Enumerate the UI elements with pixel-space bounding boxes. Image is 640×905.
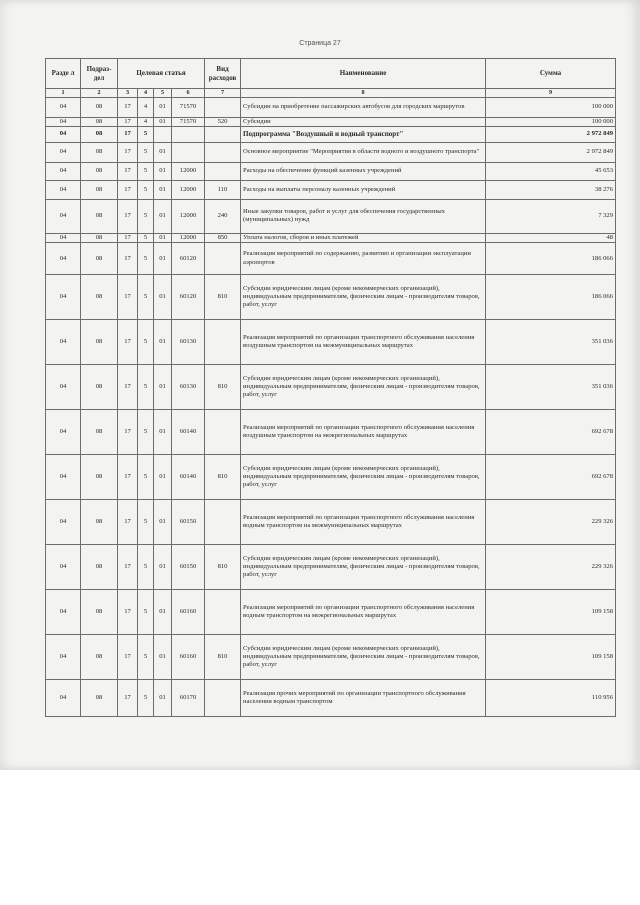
section-cell: 04 bbox=[46, 180, 81, 199]
program-cell: 17 bbox=[118, 590, 138, 635]
section-cell: 04 bbox=[46, 590, 81, 635]
subprogram-cell: 5 bbox=[138, 545, 154, 590]
col-number: 6 bbox=[172, 89, 205, 98]
name-cell: Уплата налогов, сборов и иных платежей bbox=[241, 233, 486, 242]
col-number: 8 bbox=[241, 89, 486, 98]
table-row bbox=[46, 500, 616, 545]
name-cell: Расходы на выплаты персоналу казенных учреждений bbox=[241, 180, 486, 199]
name-cell: Субсидии юридическим лицам (кроме некоммерческих организаций), индивидуальным предпринимателям, физическим лицам - производителям товаров, работ, услуг bbox=[241, 275, 486, 320]
direction-cell: 60160 bbox=[172, 635, 205, 680]
program-cell: 17 bbox=[118, 365, 138, 410]
name-cell: Субсидии bbox=[241, 117, 486, 126]
direction-cell: 12000 bbox=[172, 233, 205, 242]
table-header-row bbox=[46, 59, 616, 89]
amount-cell: 109 158 bbox=[486, 635, 616, 680]
subsection-cell: 08 bbox=[81, 243, 118, 275]
table-row bbox=[46, 117, 616, 126]
event-cell: 01 bbox=[154, 320, 172, 365]
subsection-cell: 08 bbox=[81, 126, 118, 142]
program-cell: 17 bbox=[118, 680, 138, 717]
subsection-cell: 08 bbox=[81, 320, 118, 365]
direction-cell: 60130 bbox=[172, 365, 205, 410]
expense-type-cell: 810 bbox=[205, 455, 241, 500]
subsection-cell: 08 bbox=[81, 275, 118, 320]
direction-cell: 60160 bbox=[172, 590, 205, 635]
subprogram-cell: 5 bbox=[138, 180, 154, 199]
direction-cell: 12000 bbox=[172, 199, 205, 233]
program-cell: 17 bbox=[118, 97, 138, 117]
subsection-cell: 08 bbox=[81, 142, 118, 162]
section-cell: 04 bbox=[46, 455, 81, 500]
section-cell: 04 bbox=[46, 545, 81, 590]
col-number: 1 bbox=[46, 89, 81, 98]
expense-type-cell bbox=[205, 680, 241, 717]
expense-type-cell: 810 bbox=[205, 275, 241, 320]
subprogram-cell: 5 bbox=[138, 199, 154, 233]
program-cell: 17 bbox=[118, 126, 138, 142]
expense-type-cell bbox=[205, 97, 241, 117]
name-cell: Реализация мероприятий по содержанию, развитию и организации эксплуатации аэропортов bbox=[241, 243, 486, 275]
program-cell: 17 bbox=[118, 635, 138, 680]
name-cell: Субсидии юридическим лицам (кроме некоммерческих организаций), индивидуальным предпринимателям, физическим лицам - производителям товаров, работ, услуг bbox=[241, 635, 486, 680]
expense-type-cell: 810 bbox=[205, 545, 241, 590]
program-cell: 17 bbox=[118, 199, 138, 233]
direction-cell: 60150 bbox=[172, 500, 205, 545]
subsection-cell: 08 bbox=[81, 117, 118, 126]
section-cell: 04 bbox=[46, 142, 81, 162]
event-cell: 01 bbox=[154, 162, 172, 180]
subprogram-cell: 5 bbox=[138, 410, 154, 455]
amount-cell: 186 066 bbox=[486, 243, 616, 275]
subprogram-cell: 5 bbox=[138, 233, 154, 242]
amount-cell: 48 bbox=[486, 233, 616, 242]
subsection-cell: 08 bbox=[81, 97, 118, 117]
table-row bbox=[46, 243, 616, 275]
program-cell: 17 bbox=[118, 117, 138, 126]
section-cell: 04 bbox=[46, 680, 81, 717]
section-cell: 04 bbox=[46, 162, 81, 180]
subprogram-cell: 5 bbox=[138, 590, 154, 635]
event-cell: 01 bbox=[154, 590, 172, 635]
table-row bbox=[46, 590, 616, 635]
direction-cell: 60130 bbox=[172, 320, 205, 365]
expense-type-cell bbox=[205, 590, 241, 635]
table-row bbox=[46, 142, 616, 162]
name-cell: Субсидии юридическим лицам (кроме некоммерческих организаций), индивидуальным предпринимателям, физическим лицам - производителям товаров, работ, услуг bbox=[241, 455, 486, 500]
table-row bbox=[46, 180, 616, 199]
name-cell: Основное мероприятие "Мероприятия в области водного и воздушного транспорта" bbox=[241, 142, 486, 162]
program-cell: 17 bbox=[118, 275, 138, 320]
program-cell: 17 bbox=[118, 500, 138, 545]
amount-cell: 692 678 bbox=[486, 455, 616, 500]
name-cell: Реализация прочих мероприятий по организации транспортного обслуживания населения водным транспортом bbox=[241, 680, 486, 717]
event-cell: 01 bbox=[154, 410, 172, 455]
section-cell: 04 bbox=[46, 320, 81, 365]
name-cell: Субсидии юридическим лицам (кроме некоммерческих организаций), индивидуальным предпринимателям, физическим лицам - производителям товаров, работ, услуг bbox=[241, 365, 486, 410]
amount-cell: 2 972 849 bbox=[486, 126, 616, 142]
direction-cell: 60170 bbox=[172, 680, 205, 717]
expense-type-cell: 810 bbox=[205, 365, 241, 410]
expense-type-cell: 240 bbox=[205, 199, 241, 233]
col-number: 2 bbox=[81, 89, 118, 98]
subprogram-cell: 5 bbox=[138, 455, 154, 500]
direction-cell: 71570 bbox=[172, 117, 205, 126]
name-cell: Реализация мероприятий по организации транспортного обслуживания населения водным транспортом на межрегиональных маршрутах bbox=[241, 590, 486, 635]
direction-cell: 60120 bbox=[172, 243, 205, 275]
event-cell: 01 bbox=[154, 142, 172, 162]
table-row bbox=[46, 162, 616, 180]
section-cell: 04 bbox=[46, 365, 81, 410]
expense-type-cell bbox=[205, 320, 241, 365]
budget-table bbox=[45, 58, 616, 717]
col-number: 7 bbox=[205, 89, 241, 98]
table-row bbox=[46, 680, 616, 717]
event-cell: 01 bbox=[154, 275, 172, 320]
subprogram-cell: 5 bbox=[138, 275, 154, 320]
table-row bbox=[46, 410, 616, 455]
direction-cell: 60150 bbox=[172, 545, 205, 590]
subsection-cell: 08 bbox=[81, 410, 118, 455]
section-cell: 04 bbox=[46, 199, 81, 233]
program-cell: 17 bbox=[118, 455, 138, 500]
subsection-cell: 08 bbox=[81, 455, 118, 500]
subsection-cell: 08 bbox=[81, 199, 118, 233]
program-cell: 17 bbox=[118, 410, 138, 455]
expense-type-cell: 110 bbox=[205, 180, 241, 199]
col-number: 5 bbox=[154, 89, 172, 98]
program-cell: 17 bbox=[118, 545, 138, 590]
section-cell: 04 bbox=[46, 97, 81, 117]
subsection-cell: 08 bbox=[81, 365, 118, 410]
program-cell: 17 bbox=[118, 180, 138, 199]
direction-cell: 60120 bbox=[172, 275, 205, 320]
section-cell: 04 bbox=[46, 233, 81, 242]
subprogram-cell: 5 bbox=[138, 365, 154, 410]
subprogram-cell: 5 bbox=[138, 243, 154, 275]
event-cell: 01 bbox=[154, 545, 172, 590]
table-row bbox=[46, 275, 616, 320]
event-cell: 01 bbox=[154, 233, 172, 242]
expense-type-cell: 810 bbox=[205, 635, 241, 680]
expense-type-cell bbox=[205, 162, 241, 180]
direction-cell bbox=[172, 142, 205, 162]
subsection-cell: 08 bbox=[81, 180, 118, 199]
subprogram-cell: 5 bbox=[138, 320, 154, 365]
subsection-cell: 08 bbox=[81, 590, 118, 635]
subprogram-cell: 4 bbox=[138, 117, 154, 126]
name-cell: Реализация мероприятий по организации транспортного обслуживания населения воздушным транспортом на межмуниципальных маршрутах bbox=[241, 320, 486, 365]
program-cell: 17 bbox=[118, 142, 138, 162]
section-cell: 04 bbox=[46, 126, 81, 142]
section-cell: 04 bbox=[46, 275, 81, 320]
subprogram-cell: 4 bbox=[138, 97, 154, 117]
header-subsection: Подраз- дел bbox=[81, 59, 118, 89]
event-cell: 01 bbox=[154, 500, 172, 545]
event-cell: 01 bbox=[154, 243, 172, 275]
name-cell: Иные закупки товаров, работ и услуг для обеспечения государственных (муниципальных) нужд bbox=[241, 199, 486, 233]
section-cell: 04 bbox=[46, 500, 81, 545]
amount-cell: 692 678 bbox=[486, 410, 616, 455]
event-cell: 01 bbox=[154, 680, 172, 717]
section-cell: 04 bbox=[46, 243, 81, 275]
subprogram-cell: 5 bbox=[138, 126, 154, 142]
expense-type-cell bbox=[205, 243, 241, 275]
direction-cell: 12000 bbox=[172, 162, 205, 180]
table-row bbox=[46, 233, 616, 242]
event-cell: 01 bbox=[154, 117, 172, 126]
subprogram-cell: 5 bbox=[138, 635, 154, 680]
expense-type-cell: 850 bbox=[205, 233, 241, 242]
subprogram-cell: 5 bbox=[138, 162, 154, 180]
amount-cell: 45 653 bbox=[486, 162, 616, 180]
expense-type-cell bbox=[205, 500, 241, 545]
column-number-row bbox=[46, 89, 616, 98]
section-cell: 04 bbox=[46, 117, 81, 126]
amount-cell: 110 956 bbox=[486, 680, 616, 717]
section-cell: 04 bbox=[46, 410, 81, 455]
event-cell: 01 bbox=[154, 455, 172, 500]
program-cell: 17 bbox=[118, 243, 138, 275]
expense-type-cell: 520 bbox=[205, 117, 241, 126]
table-row bbox=[46, 97, 616, 117]
event-cell bbox=[154, 126, 172, 142]
event-cell: 01 bbox=[154, 199, 172, 233]
amount-cell: 186 066 bbox=[486, 275, 616, 320]
header-target-article: Целевая статья bbox=[118, 59, 205, 89]
amount-cell: 7 329 bbox=[486, 199, 616, 233]
name-cell: Субсидии юридическим лицам (кроме некоммерческих организаций), индивидуальным предпринимателям, физическим лицам - производителям товаров, работ, услуг bbox=[241, 545, 486, 590]
subsection-cell: 08 bbox=[81, 545, 118, 590]
expense-type-cell bbox=[205, 126, 241, 142]
table-row bbox=[46, 635, 616, 680]
subsection-cell: 08 bbox=[81, 162, 118, 180]
name-cell: Расходы на обеспечение функций казенных учреждений bbox=[241, 162, 486, 180]
event-cell: 01 bbox=[154, 365, 172, 410]
section-cell: 04 bbox=[46, 635, 81, 680]
table-row bbox=[46, 320, 616, 365]
amount-cell: 100 000 bbox=[486, 97, 616, 117]
amount-cell: 2 972 849 bbox=[486, 142, 616, 162]
col-number: 4 bbox=[138, 89, 154, 98]
amount-cell: 38 276 bbox=[486, 180, 616, 199]
direction-cell: 12000 bbox=[172, 180, 205, 199]
col-number: 9 bbox=[486, 89, 616, 98]
direction-cell: 60140 bbox=[172, 455, 205, 500]
event-cell: 01 bbox=[154, 97, 172, 117]
name-cell: Реализация мероприятий по организации транспортного обслуживания населения воздушным транспортом на межрегиональных маршрутах bbox=[241, 410, 486, 455]
program-cell: 17 bbox=[118, 320, 138, 365]
header-name: Наименование bbox=[241, 59, 486, 89]
event-cell: 01 bbox=[154, 635, 172, 680]
event-cell: 01 bbox=[154, 180, 172, 199]
subprogram-cell: 5 bbox=[138, 500, 154, 545]
subsection-cell: 08 bbox=[81, 233, 118, 242]
direction-cell bbox=[172, 126, 205, 142]
program-cell: 17 bbox=[118, 233, 138, 242]
name-cell: Субсидии на приобретение пассажирских автобусов для городских маршрутов bbox=[241, 97, 486, 117]
table-row bbox=[46, 455, 616, 500]
expense-type-cell bbox=[205, 410, 241, 455]
subprogram-cell: 5 bbox=[138, 680, 154, 717]
header-amount: Сумма bbox=[486, 59, 616, 89]
table-row bbox=[46, 199, 616, 233]
header-expense-type: Вид расходов bbox=[205, 59, 241, 89]
name-cell: Реализация мероприятий по организации транспортного обслуживания населения водным транспортом на межмуниципальных маршрутах bbox=[241, 500, 486, 545]
amount-cell: 351 036 bbox=[486, 320, 616, 365]
amount-cell: 351 036 bbox=[486, 365, 616, 410]
amount-cell: 109 158 bbox=[486, 590, 616, 635]
col-number: 3 bbox=[118, 89, 138, 98]
subsection-cell: 08 bbox=[81, 500, 118, 545]
subsection-cell: 08 bbox=[81, 635, 118, 680]
direction-cell: 71570 bbox=[172, 97, 205, 117]
subprogram-cell: 5 bbox=[138, 142, 154, 162]
program-cell: 17 bbox=[118, 162, 138, 180]
amount-cell: 229 326 bbox=[486, 500, 616, 545]
amount-cell: 229 326 bbox=[486, 545, 616, 590]
amount-cell: 100 000 bbox=[486, 117, 616, 126]
table-row bbox=[46, 365, 616, 410]
header-section: Разде л bbox=[46, 59, 81, 89]
subsection-cell: 08 bbox=[81, 680, 118, 717]
table-row bbox=[46, 545, 616, 590]
table-row bbox=[46, 126, 616, 142]
expense-type-cell bbox=[205, 142, 241, 162]
direction-cell: 60140 bbox=[172, 410, 205, 455]
name-cell: Подпрограмма "Воздушный и водный транспорт" bbox=[241, 126, 486, 142]
page-number: Страница 27 bbox=[299, 40, 341, 47]
